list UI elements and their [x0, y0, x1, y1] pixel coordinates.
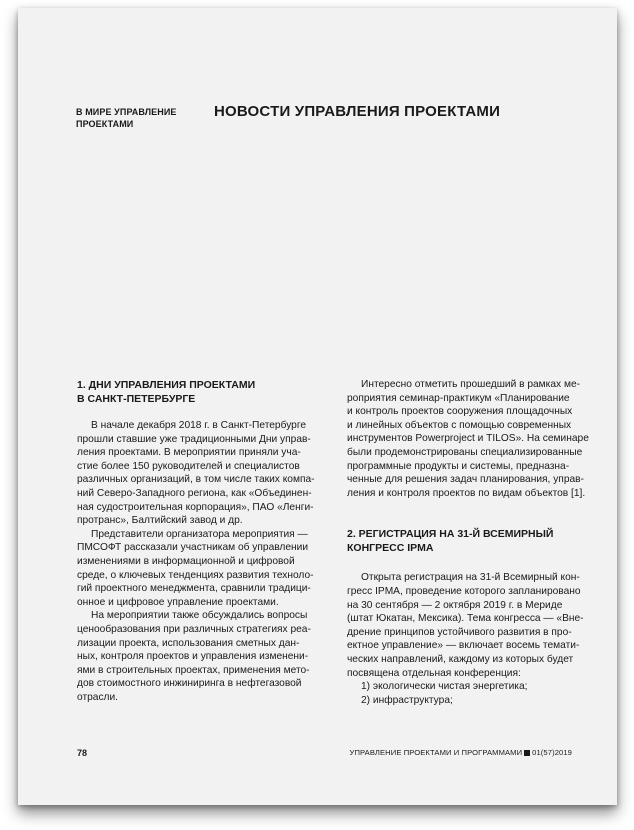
- section-rubric: [76, 106, 186, 130]
- paragraph: Представители организатора мероприятия — ПМСОФТ рассказали участникам об управлении изменениями в информационной и цифровой среде, о ключевых тенденциях развития техноло- гий проектного менеджмента, сравнили традици- онное и цифровое управление проектами.: [77, 528, 314, 608]
- list-item: 1) экологически чистая энергетика;: [361, 681, 528, 693]
- section-title-line: 1. ДНИ УПРАВЛЕНИЯ ПРОЕКТАМИ: [77, 379, 256, 391]
- paragraph: Интересно отметить прошедший в рамках ме- роприятия семинар-практикум «Планирование и контроль проектов сооружения площадочных и линейных объектов с помощью современных инструментов Powerproject и TILOS». На семинаре были продемонстрированы специализированные программные продукты и системы, предназна- ченные для решения задач планирования, управ- ления и контроля проектов по видам объектов [1].: [347, 379, 589, 499]
- page-number: 78: [77, 748, 88, 758]
- left-column: [77, 378, 323, 704]
- paragraph: Открыта регистрация на 31-й Всемирный кон- гресс IPMA, проведение которого запланировано на 30 сентября — 2 октября 2019 г. в Мериде (штат Юкатан, Мексика). Тема конгресса — «Вне- дрение принципов устойчивого развития в про- ектное управление» — включает восемь темати- ческих направлений, каждому из которых будет посвящена отдельная конференция: 1) экологически чистая энергетика; 2) инфраструктура;: [347, 571, 593, 707]
- rubric-line: ПРОЕКТАМИ: [76, 119, 134, 129]
- issue-number: 01(57)2019: [532, 748, 572, 757]
- section-title-line: КОНГРЕСС IPMA: [347, 542, 434, 555]
- square-bullet-icon: [524, 750, 530, 756]
- running-footer: [350, 748, 572, 757]
- rubric-line: В МИРЕ УПРАВЛЕНИЕ: [76, 107, 177, 117]
- paragraph: В начале декабря 2018 г. в Санкт-Петербурге прошли ставшие уже традиционными Дни управ- ления проектами. В мероприятии приняли уча- стие более 150 руководителей и специалистов различных организаций, в том числе таких компа- ний Северо-Западного региона, как «Объединен- ная судостроительная корпорация», ПАО «Ленги- протранс», Балтийский завод и др.: [77, 420, 315, 527]
- paragraph: На мероприятии также обсуждались вопросы ценообразования при различных стратегиях реа- лизации проекта, использования сметных дан- ных, контроля проектов и управления изменени- ями в строительных проектах, применения мето- дов стоимостного инжиниринга в нефтегазовой отрасли.: [77, 610, 311, 703]
- journal-name: УПРАВЛЕНИЕ ПРОЕКТАМИ И ПРОГРАММАМИ: [349, 748, 523, 757]
- section-2-title: [347, 527, 593, 555]
- page-title: НОВОСТИ УПРАВЛЕНИЯ ПРОЕКТАМИ: [214, 103, 501, 120]
- right-column: [347, 378, 593, 707]
- document-page: [18, 8, 617, 805]
- section-1-title: [77, 378, 323, 406]
- section-title-line: 2. РЕГИСТРАЦИЯ НА 31-Й ВСЕМИРНЫЙ: [347, 528, 554, 541]
- section-title-line: В САНКТ-ПЕТЕРБУРГЕ: [77, 393, 196, 405]
- list-item: 2) инфраструктура;: [361, 694, 453, 706]
